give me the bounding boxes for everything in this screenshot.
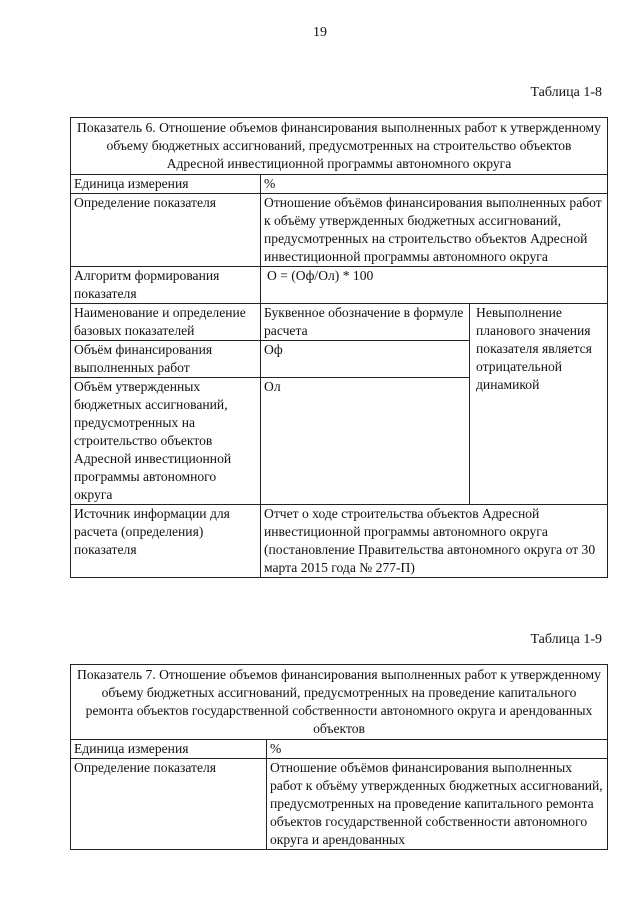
table-label: Таблица 1-9	[530, 632, 602, 647]
table-title: Показатель 7. Отношение объемов финансирования выполненных работ к утвержденному объему бюджетных ассигнований, предусмотренных на проведение капитального ремонта объектов государственной собственности автономного округа и арендованных объектов	[71, 665, 608, 740]
row-label: Объём финансирования выполненных работ	[71, 341, 261, 378]
row-value: %	[267, 740, 608, 759]
row-value: Отношение объёмов финансирования выполненных работ к объёму утвержденных бюджетных ассигнований, предусмотренных на строительство объектов Адресной инвестиционной программы автономного округа	[261, 194, 608, 267]
row-value: Отчет о ходе строительства объектов Адресной инвестиционной программы автономного округа (постановление Правительства автономного округа от 30 марта 2015 года № 277-П)	[261, 505, 608, 578]
row-label: Источник информации для расчета (определения) показателя	[71, 505, 261, 578]
row-label: Определение показателя	[71, 759, 267, 850]
table-header-row	[71, 118, 608, 175]
row-value: Ол	[261, 378, 470, 505]
formula: О = (Оф/Ол) * 100	[261, 267, 608, 304]
row-label: Алгоритм формирования показателя	[71, 267, 261, 304]
row-label: Наименование и определение базовых показателей	[71, 304, 261, 341]
table-row	[71, 194, 608, 267]
dynamics-note: Невыполнение планового значения показателя является отрицательной динамикой	[470, 304, 608, 505]
indicator-table	[70, 664, 608, 850]
row-value: %	[261, 175, 608, 194]
table-label: Таблица 1-8	[530, 85, 602, 100]
indicator-table	[70, 117, 608, 578]
table-header-row	[71, 665, 608, 740]
table-row	[71, 759, 608, 850]
page-number: 19	[313, 25, 327, 40]
row-value: Отношение объёмов финансирования выполненных работ к объёму утвержденных бюджетных ассигнований, предусмотренных на проведение капитального ремонта объектов государственной собственности автономного округа и арендованных	[267, 759, 608, 850]
table-row	[71, 740, 608, 759]
row-label: Единица измерения	[71, 175, 261, 194]
table-row	[71, 304, 608, 341]
table-title: Показатель 6. Отношение объемов финансирования выполненных работ к утвержденному объему бюджетных ассигнований, предусмотренных на строительство объектов Адресной инвестиционной программы автономного округа	[71, 118, 608, 175]
table-row	[71, 505, 608, 578]
row-label: Объём утвержденных бюджетных ассигнований, предусмотренных на строительство объектов Адресной инвестиционной программы автономного округа	[71, 378, 261, 505]
row-label: Единица измерения	[71, 740, 267, 759]
row-value: Оф	[261, 341, 470, 378]
row-label: Определение показателя	[71, 194, 261, 267]
table-row	[71, 175, 608, 194]
row-value: Буквенное обозначение в формуле расчета	[261, 304, 470, 341]
table-row	[71, 267, 608, 304]
